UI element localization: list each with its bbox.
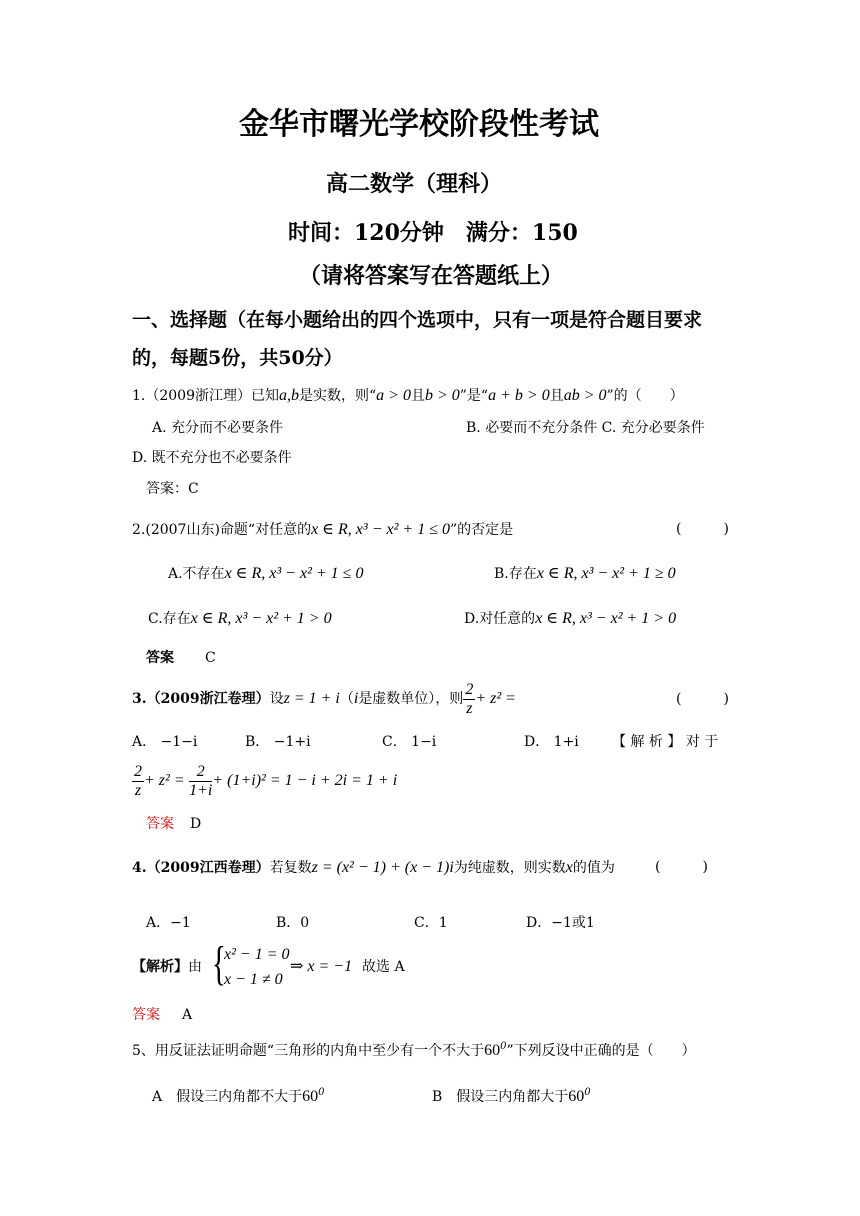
- q1-answer: 答案：C: [146, 481, 199, 497]
- q2-option-c: [148, 611, 332, 627]
- q3-sol-frac2-num: 2: [189, 763, 212, 782]
- q4-expr: z = (x² − 1) + (x − 1)i: [311, 859, 454, 876]
- time-info: 时间：120分钟 满分：150: [288, 220, 578, 246]
- q3-stem1: 设: [269, 691, 284, 707]
- q4-choose: 故选 A: [362, 959, 405, 975]
- q3-bracket: ( ): [676, 691, 729, 707]
- q5-opt-b-text: B 假设三内角都大于: [432, 1089, 569, 1105]
- q2-opt-c-label: C.存在: [148, 611, 191, 627]
- q1-option-d: D. 既不充分也不必要条件: [132, 450, 292, 466]
- q4-analysis-by: 由: [188, 959, 202, 975]
- system-brace: {: [212, 937, 226, 990]
- q4-num: 4.（2009江西卷理）: [132, 860, 270, 876]
- q5-opt-b-sup: 0: [584, 1087, 591, 1098]
- q2-opt-a-label: A.不存在: [168, 566, 225, 582]
- subject-title: 高二数学（理科）: [326, 171, 503, 197]
- q2-answer-label: 答案: [146, 650, 174, 666]
- q5-option-a: [152, 1089, 325, 1105]
- q2-opt-b-label: B.存在: [494, 566, 537, 582]
- q2-option-a: [168, 566, 363, 582]
- q3-sol-frac1-num: 2: [134, 762, 142, 780]
- question-3-stem: [132, 680, 516, 718]
- q3-sol-frac2-den: 1+i: [189, 781, 213, 799]
- q4-analysis: [132, 960, 202, 974]
- q2-opt-c-expr: x ∈ R, x³ − x² + 1 > 0: [190, 610, 332, 627]
- q5-deg: 60: [484, 1042, 501, 1059]
- q4-system-line2: x − 1 ≠ 0: [224, 971, 283, 988]
- q2-opt-d-label: D.对任意的: [464, 611, 536, 627]
- q4-stem1: 若复数: [269, 860, 312, 876]
- q4-option-a: A．−1: [146, 915, 191, 931]
- q4-option-c: C．1: [414, 915, 448, 931]
- q5-stem: 5、用反证法证明命题“三角形的内角中至少有一个不大于: [132, 1043, 485, 1059]
- q4-answer-value: A: [182, 1007, 193, 1023]
- q5-deg-sup: 0: [500, 1041, 507, 1052]
- q1-mid2: ”是“: [459, 388, 489, 404]
- q5-opt-a-deg: 60: [302, 1088, 319, 1105]
- q2-stem: 2.(2007山东)命题“对任意的: [132, 522, 312, 538]
- q3-sol-mid: + z² =: [144, 772, 185, 789]
- q4-system-line1: x² − 1 = 0: [224, 946, 290, 963]
- q3-ivar: i: [353, 690, 359, 707]
- q3-option-a: A． −1−i: [132, 734, 198, 750]
- q3-sol-frac1: [132, 763, 144, 800]
- q2-opt-b-expr: x ∈ R, x³ − x² + 1 ≥ 0: [536, 565, 676, 582]
- section-heading-line2: 的，每题5份，共50分）: [132, 347, 343, 369]
- q3-answer-value: D: [190, 816, 202, 832]
- q1-cond4: ab > 0: [563, 387, 607, 404]
- q3-frac-num: 2: [465, 680, 474, 698]
- q1-cond1: a > 0: [376, 387, 411, 404]
- q4-implies: ⇒ x = −1: [290, 958, 353, 975]
- q3-option-b: B． −1+i: [245, 734, 311, 750]
- q5-opt-b-deg: 60: [568, 1088, 585, 1105]
- q3-stem2: （: [339, 691, 354, 707]
- q1-suffix: ”的（ ）: [606, 388, 684, 404]
- q3-expr1: z = 1 + i: [283, 690, 340, 707]
- q2-stem-expr: x ∈ R, x³ − x² + 1 ≤ 0: [311, 521, 450, 538]
- q3-option-d: D． 1+i: [524, 734, 579, 750]
- q3-expr2: + z² =: [475, 690, 516, 707]
- q4-answer-label: 答案: [132, 1007, 160, 1023]
- q3-sol-frac2: [189, 763, 212, 800]
- q1-vars: a,b: [279, 387, 299, 404]
- instruction: （请将答案写在答题纸上）: [299, 263, 564, 289]
- q2-option-b: [494, 566, 676, 582]
- q4-stem2: 为纯虚数，则实数: [453, 860, 566, 876]
- q4-stem3: 的值为: [572, 860, 615, 876]
- q5-opt-a-sup: 0: [318, 1087, 325, 1098]
- q3-stem3: 是虚数单位），则: [358, 691, 464, 707]
- q3-num: 3.（2009浙江卷理）: [132, 691, 270, 707]
- question-4-stem: [132, 860, 615, 876]
- q3-fraction: [463, 681, 475, 718]
- q1-cond3: a + b > 0: [488, 387, 550, 404]
- section-heading-line1: 一、选择题（在每小题给出的四个选项中，只有一项是符合题目要求: [132, 309, 703, 331]
- q1-cond2: b > 0: [424, 387, 460, 404]
- q2-answer-value: C: [205, 650, 216, 666]
- q1-and2: 且: [549, 388, 564, 404]
- q4-option-d: D．−1或1: [526, 915, 595, 931]
- q3-sol-tail: + (1+i)² = 1 − i + 2i = 1 + i: [212, 772, 398, 789]
- exam-title: 金华市曙光学校阶段性考试: [239, 107, 599, 142]
- q3-solution: [132, 762, 397, 800]
- q3-answer-label: 答案: [146, 816, 174, 832]
- q2-opt-d-expr: x ∈ R, x³ − x² + 1 > 0: [535, 610, 677, 627]
- q2-option-d: [464, 611, 676, 627]
- q3-frac-den: z: [466, 699, 473, 717]
- q4-analysis-label: 【解析】: [132, 959, 188, 975]
- question-5-stem: [132, 1043, 696, 1059]
- question-2-stem: [132, 522, 513, 538]
- q5-option-b: [432, 1089, 591, 1105]
- q3-sol-frac1-den: z: [134, 781, 142, 799]
- q5-stem2: ”下列反设中正确的是（ ）: [506, 1043, 696, 1059]
- q1-option-a: A. 充分而不必要条件: [152, 420, 284, 436]
- q3-option-c: C． 1−i: [382, 734, 437, 750]
- question-1-stem: [132, 388, 684, 404]
- q1-option-bc: B. 必要而不充分条件 C. 充分必要条件: [466, 420, 705, 436]
- q4-xvar: x: [565, 859, 573, 876]
- q3-analysis-label: 【 解 析 】 对 于: [612, 734, 719, 750]
- q4-option-b: B．0: [276, 915, 310, 931]
- q2-bracket: ( ): [676, 521, 729, 537]
- q2-stem-suffix: ”的否定是: [449, 522, 514, 538]
- q1-mid1: 是实数，则“: [299, 388, 377, 404]
- q2-opt-a-expr: x ∈ R, x³ − x² + 1 ≤ 0: [224, 565, 364, 582]
- q1-and1: 且: [410, 388, 425, 404]
- q1-prefix: 1.（2009浙江理）已知: [132, 388, 279, 404]
- q5-opt-a-text: A 假设三内角都不大于: [152, 1089, 303, 1105]
- q4-bracket: ( ): [655, 859, 708, 875]
